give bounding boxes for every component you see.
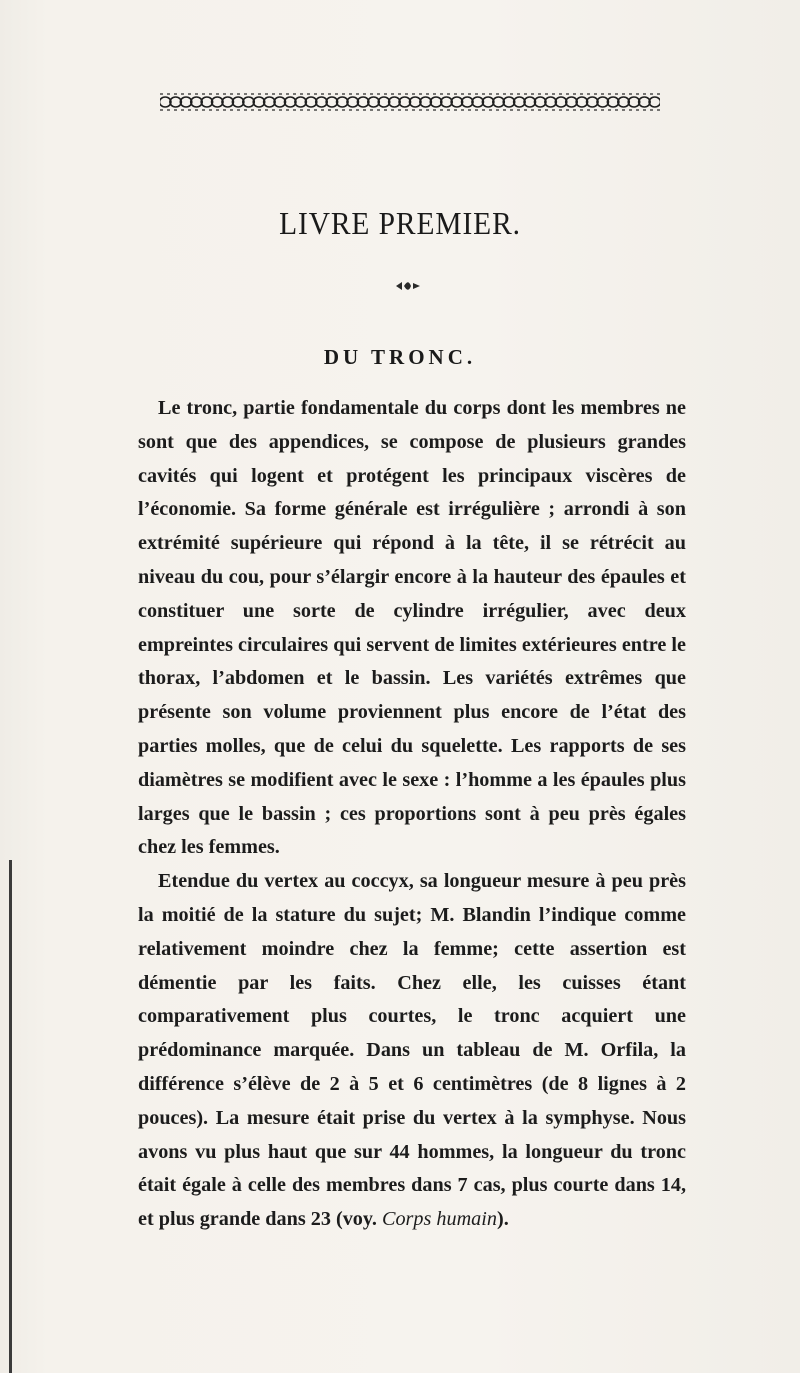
paragraph-2-text: Etendue du vertex au coccyx, sa longueur mesure à peu près la moitié de la stature du sujet; M. Blandin l’indique comme relativement moindre chez la femme; cette assertion est démentie par les faits. Chez elle, les cuisses étant comparativement plus courtes, le tronc acquiert une prédominance marquée. Dans un tableau de M. Orfila, la différence s’élève de 2 à 5 et 6 centimètres (de 8 lignes à 2 pouces). La mesure était prise du vertex à la symphyse. Nous avons vu plus haut que sur 44 hommes, la longueur du tronc était égale à celle des membres dans 7 cas, plus courte dans 14, et plus grande dans 23 (voy. — [138, 870, 686, 1231]
paragraph-2 — [138, 865, 686, 1237]
cross-reference: Corps humain — [381, 1208, 497, 1231]
section-title: DU TRONC. — [323, 345, 477, 369]
body-text — [138, 392, 686, 1237]
book-title: LIVRE PREMIER. — [279, 205, 521, 241]
page-edge-shadow — [9, 860, 12, 1373]
decorative-header-band — [160, 86, 660, 116]
paragraph-2-closing: ). — [496, 1208, 509, 1231]
paragraph-1: Le tronc, partie fondamentale du corps dont les membres ne sont que des appendices, se compose de plusieurs grandes cavités qui logent et protégent les principaux viscères de l’économie. Sa forme générale est irrégulière ; arrondi à son extrémité supérieure qui répond à la tête, il se rétrécit au niveau du cou, pour s’élargir encore à la hauteur des épaules et constituer une sorte de cylindre irrégulier, avec deux empreintes circulaires qui servent de limites extérieures entre le thorax, l’abdomen et le bassin. Les variétés extrêmes que présente son volume proviennent plus encore de l’état des parties molles, que de celui du squelette. Les rapports de ses diamètres se modifient avec le sexe : l’homme a les épaules plus larges que le bassin ; ces proportions sont à peu près égales chez les femmes. — [138, 397, 686, 859]
fleuron-ornament — [395, 280, 421, 292]
